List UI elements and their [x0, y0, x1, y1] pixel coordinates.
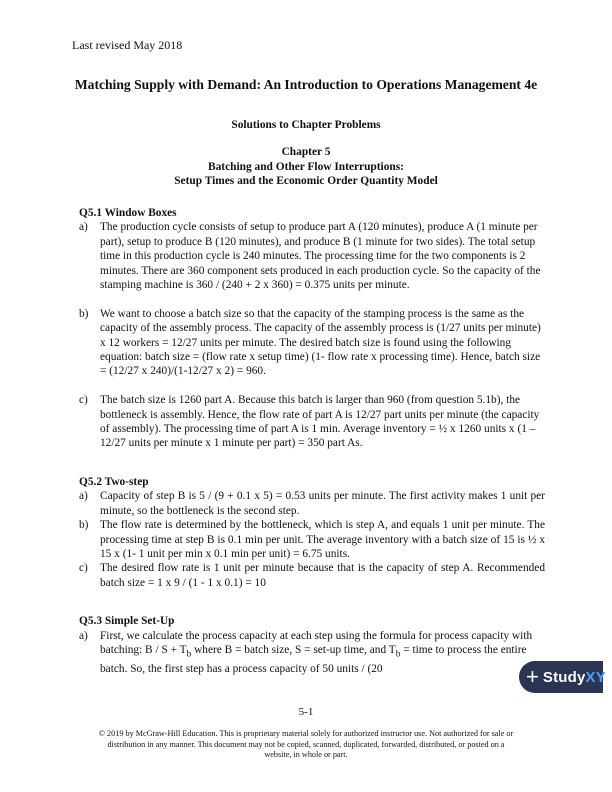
item-label: c) — [79, 394, 88, 407]
text-part: First, we calculate the process capacity at each step using the formula for process capacity with batching: B / S + T — [100, 629, 533, 656]
text-part: = time to process the entire batch. So, the first step has a process capacity of 50 units / (20 — [100, 643, 527, 675]
document-subtitle: Solutions to Chapter Problems — [231, 119, 381, 131]
chapter-title-line-1: Batching and Other Flow Interruptions: — [208, 160, 404, 173]
item-text: The desired flow rate is 1 unit per minute because that is the capacity of step A. Recommended batch size = 1 x 9 / (1 - 1 x 0.1) = 10 — [100, 562, 545, 589]
question-5-3 — [79, 614, 545, 676]
item-label: b) — [79, 307, 89, 320]
copyright-notice: © 2019 by McGraw-Hill Education. This is proprietary material solely for authorized instructor use. Not authorized for sale or distribution in any manner. This document may not be copied, scanned, duplicated, forwarded, distributed, or posted on a website, in whole or part. — [98, 729, 514, 760]
answer-item — [79, 220, 545, 292]
subscript: b — [186, 649, 192, 660]
item-text: We want to choose a batch size so that the capacity of the stamping process is the same as the capacity of the assembly process. The capacity of the assembly process is (1/27 units per minute) x 12 workers = 12/27 units per minute. The desired batch size is found using the following equation: batch size = (flow rate x setup time) (1- flow rate x processing time). Hence, batch size = (12/27 x 240)/(1-12/27 x 2) = 960. — [100, 307, 541, 378]
answer-item — [79, 307, 545, 379]
plus-icon: + — [526, 664, 539, 689]
page-number: 5-1 — [298, 706, 314, 718]
item-label: c) — [79, 562, 88, 575]
last-revised-note: Last revised May 2018 — [72, 38, 183, 52]
answer-item — [79, 629, 545, 676]
text-part: where B = batch size, S = set-up time, and T — [191, 643, 396, 656]
question-heading: Q5.3 Simple Set-Up — [79, 615, 175, 628]
question-heading: Q5.2 Two-step — [79, 475, 149, 488]
item-label: a) — [79, 221, 88, 234]
item-label: a) — [79, 629, 88, 642]
answer-item — [79, 393, 545, 451]
item-text: The production cycle consists of setup to produce part A (120 minutes), produce A (1 minute per part), setup to produce B (120 minutes), and produce B (1 minute for two sides). The total setup time in this production cycle is 240 minutes. The processing time for the two components is 2 minutes. There are 360 component sets produced in each production cycle. So the capacity of the stamping machine is 360 / (240 + 2 x 360) = 0.375 units per minute. — [100, 221, 541, 292]
item-text: Capacity of step B is 5 / (9 + 0.1 x 5) = 0.53 units per minute. The first activity makes 1 unit per minute, so the bottleneck is the second step. — [100, 490, 545, 517]
studyxy-badge[interactable] — [519, 661, 606, 693]
brand-text-study: Study — [542, 668, 586, 686]
document-title: Matching Supply with Demand: An Introduction to Operations Management 4e — [74, 77, 538, 92]
solutions-content — [79, 206, 545, 676]
answer-item — [79, 518, 545, 561]
item-text — [100, 629, 545, 676]
item-text: The flow rate is determined by the bottleneck, which is step A, and equals 1 unit per minute. The processing time at step B is 0.1 min per unit. The average inventory with a batch size of 15 is ½ x 15 x (1- 1 unit per min x 0.1 min per unit) = 6.75 units. — [100, 519, 545, 560]
subscript: b — [395, 649, 401, 660]
question-heading: Q5.1 Window Boxes — [79, 207, 177, 219]
item-text: The batch size is 1260 part A. Because this batch is larger than 960 (from question 5.1b), the bottleneck is assembly. Hence, the flow rate of part A is 12/27 part units per minute (the capacity of assembly). The processing time of part A is 1 min. Average inventory = ½ x 1260 units x (1 – 12/27 units per minute x 1 minute per part) = 350 part As. — [100, 394, 540, 450]
item-label: b) — [79, 519, 89, 532]
chapter-title-line-2: Setup Times and the Economic Order Quantity Model — [174, 175, 438, 187]
item-label: a) — [79, 490, 88, 503]
chapter-heading — [0, 145, 612, 189]
brand-text-xy: XY — [585, 668, 606, 686]
question-5-1 — [79, 206, 545, 451]
question-5-2 — [79, 475, 545, 590]
answer-item — [79, 561, 545, 590]
answer-item — [79, 489, 545, 518]
brand-logo — [543, 669, 606, 686]
chapter-number: Chapter 5 — [281, 146, 331, 158]
